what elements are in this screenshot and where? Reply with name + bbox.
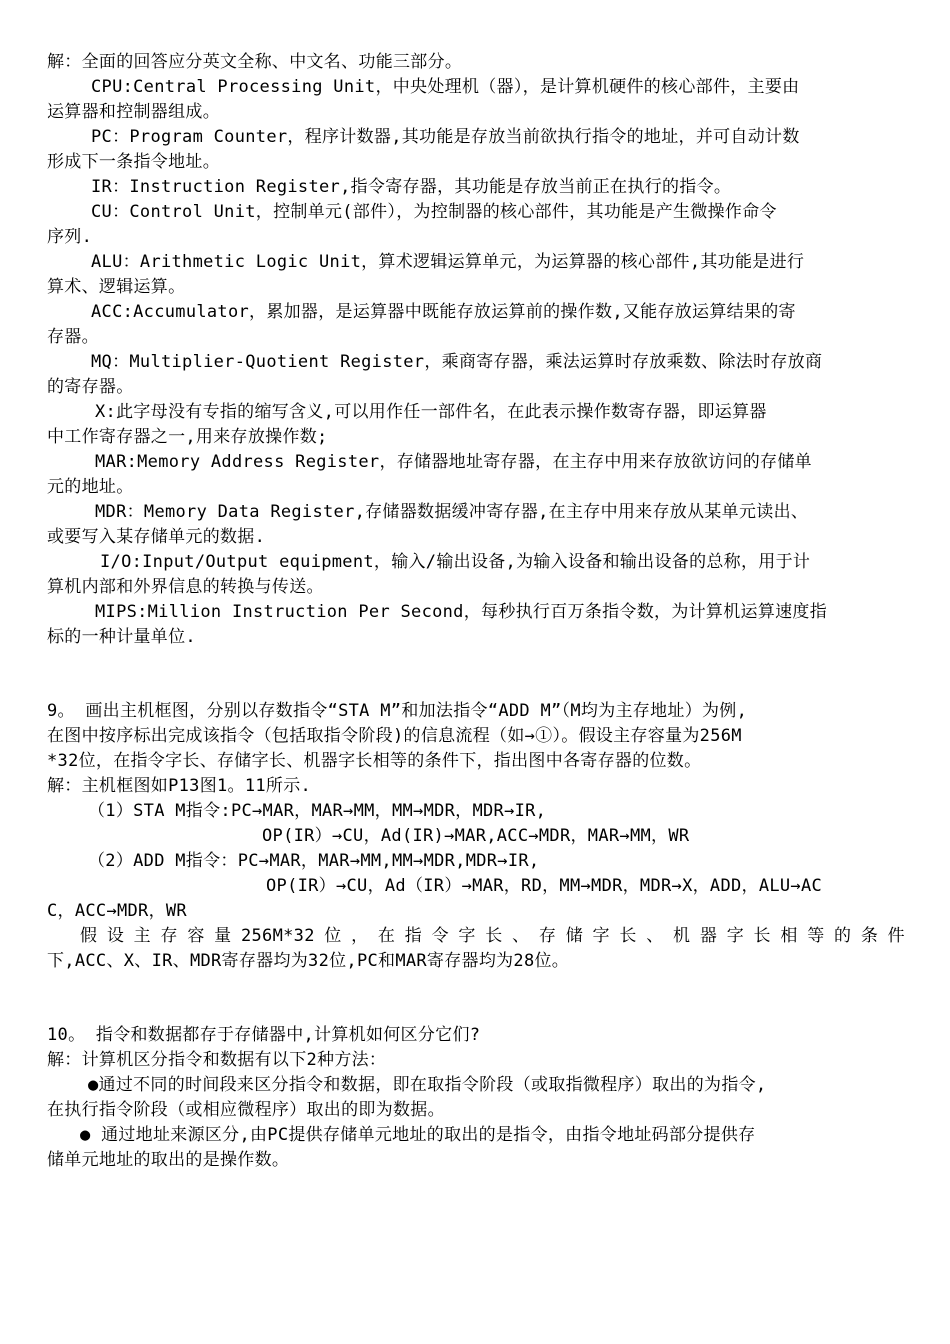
sta-flow-line1: （1）STA M指令:PC→MAR，MAR→MM，MM→MDR，MDR→IR, bbox=[88, 801, 547, 821]
add-flow-line3: C，ACC→MDR，WR bbox=[47, 901, 187, 921]
mq-definition-line1: MQ：Multiplier-Quotient Register，乘商寄存器，乘法运算时存放乘数、除法时存放商 bbox=[91, 352, 823, 372]
question-9-line2: 在图中按序标出完成该指令（包括取指令阶段)的信息流程（如→①）。假设主存容量为256M bbox=[47, 726, 742, 746]
pc-definition-line2: 形成下一条指令地址。 bbox=[47, 152, 220, 172]
mar-definition-line2: 元的地址。 bbox=[47, 477, 134, 497]
cu-definition-line2: 序列. bbox=[47, 227, 93, 247]
x-definition-line1: X:此字母没有专指的缩写含义,可以用作任一部件名，在此表示操作数寄存器，即运算器 bbox=[95, 402, 767, 422]
method-1-line2: 在执行指令阶段（或相应微程序）取出的即为数据。 bbox=[47, 1100, 445, 1120]
add-flow-line1: （2）ADD M指令：PC→MAR，MAR→MM,MM→MDR,MDR→IR, bbox=[88, 851, 540, 871]
cpu-definition-line1: CPU:Central Processing Unit，中央处理机（器），是计算机硬件的核心部件，主要由 bbox=[91, 77, 800, 97]
method-2-line1: ● 通过地址来源区分,由PC提供存储单元地址的取出的是指令，由指令地址码部分提供存 bbox=[80, 1125, 756, 1145]
mips-definition-line2: 标的一种计量单位. bbox=[47, 627, 196, 647]
mdr-definition-line2: 或要写入某存储单元的数据. bbox=[47, 527, 266, 547]
io-definition-line1: I/O:Input/Output equipment，输入/输出设备,为输入设备和输出设备的总称，用于计 bbox=[100, 552, 811, 572]
acc-definition-line1: ACC:Accumulator，累加器，是运算器中既能存放运算前的操作数,又能存放运算结果的寄 bbox=[91, 302, 796, 322]
register-width-line1: 假设主存容量256M*32位，在指令字长、存储字长、机器字长相等的条件 bbox=[80, 926, 905, 946]
method-2-line2: 储单元地址的取出的是操作数。 bbox=[47, 1150, 290, 1170]
question-9-line1: 9。 画出主机框图，分别以存数指令“STA M”和加法指令“ADD M”（M均为主存地址）为例, bbox=[47, 701, 748, 721]
mq-definition-line2: 的寄存器。 bbox=[47, 377, 134, 397]
mips-definition-line1: MIPS:Million Instruction Per Second，每秒执行百万条指令数，为计算机运算速度指 bbox=[95, 602, 828, 622]
answer-intro: 解：全面的回答应分英文全称、中文名、功能三部分。 bbox=[47, 52, 463, 72]
alu-definition-line1: ALU：Arithmetic Logic Unit，算术逻辑运算单元，为运算器的核心部件,其功能是进行 bbox=[91, 252, 805, 272]
sta-flow-line2: OP(IR）→CU，Ad(IR)→MAR,ACC→MDR，MAR→MM，WR bbox=[262, 826, 690, 846]
mdr-definition-line1: MDR：Memory Data Register,存储器数据缓冲寄存器,在主存中用来存放从某单元读出、 bbox=[95, 502, 809, 522]
add-flow-line2: OP(IR）→CU，Ad（IR）→MAR，RD，MM→MDR，MDR→X，ADD，ALU→AC bbox=[266, 876, 823, 896]
io-definition-line2: 算机内部和外界信息的转换与传送。 bbox=[47, 577, 324, 597]
register-width-line2: 下,ACC、X、IR、MDR寄存器均为32位,PC和MAR寄存器均为28位。 bbox=[47, 951, 570, 971]
pc-definition-line1: PC：Program Counter，程序计数器,其功能是存放当前欲执行指令的地址，并可自动计数 bbox=[91, 127, 800, 147]
answer-10-intro: 解：计算机区分指令和数据有以下2种方法： bbox=[47, 1050, 387, 1070]
acc-definition-line2: 存器。 bbox=[47, 327, 99, 347]
mar-definition-line1: MAR:Memory Address Register，存储器地址寄存器，在主存中用来存放欲访问的存储单 bbox=[95, 452, 812, 472]
ir-definition: IR：Instruction Register,指令寄存器，其功能是存放当前正在执行的指令。 bbox=[91, 177, 732, 197]
method-1-line1: ●通过不同的时间段来区分指令和数据，即在取指令阶段（或取指微程序）取出的为指令, bbox=[88, 1075, 767, 1095]
cpu-definition-line2: 运算器和控制器组成。 bbox=[47, 102, 220, 122]
alu-definition-line2: 算术、逻辑运算。 bbox=[47, 277, 186, 297]
x-definition-line2: 中工作寄存器之一,用来存放操作数; bbox=[47, 427, 328, 447]
question-9-line3: *32位，在指令字长、存储字长、机器字长相等的条件下，指出图中各寄存器的位数。 bbox=[47, 751, 702, 771]
answer-9-intro: 解：主机框图如P13图1。11所示. bbox=[47, 776, 312, 796]
question-10: 10。 指令和数据都存于存储器中,计算机如何区分它们? bbox=[47, 1025, 481, 1045]
cu-definition-line1: CU：Control Unit，控制单元(部件），为控制器的核心部件，其功能是产生微操作命令 bbox=[91, 202, 777, 222]
